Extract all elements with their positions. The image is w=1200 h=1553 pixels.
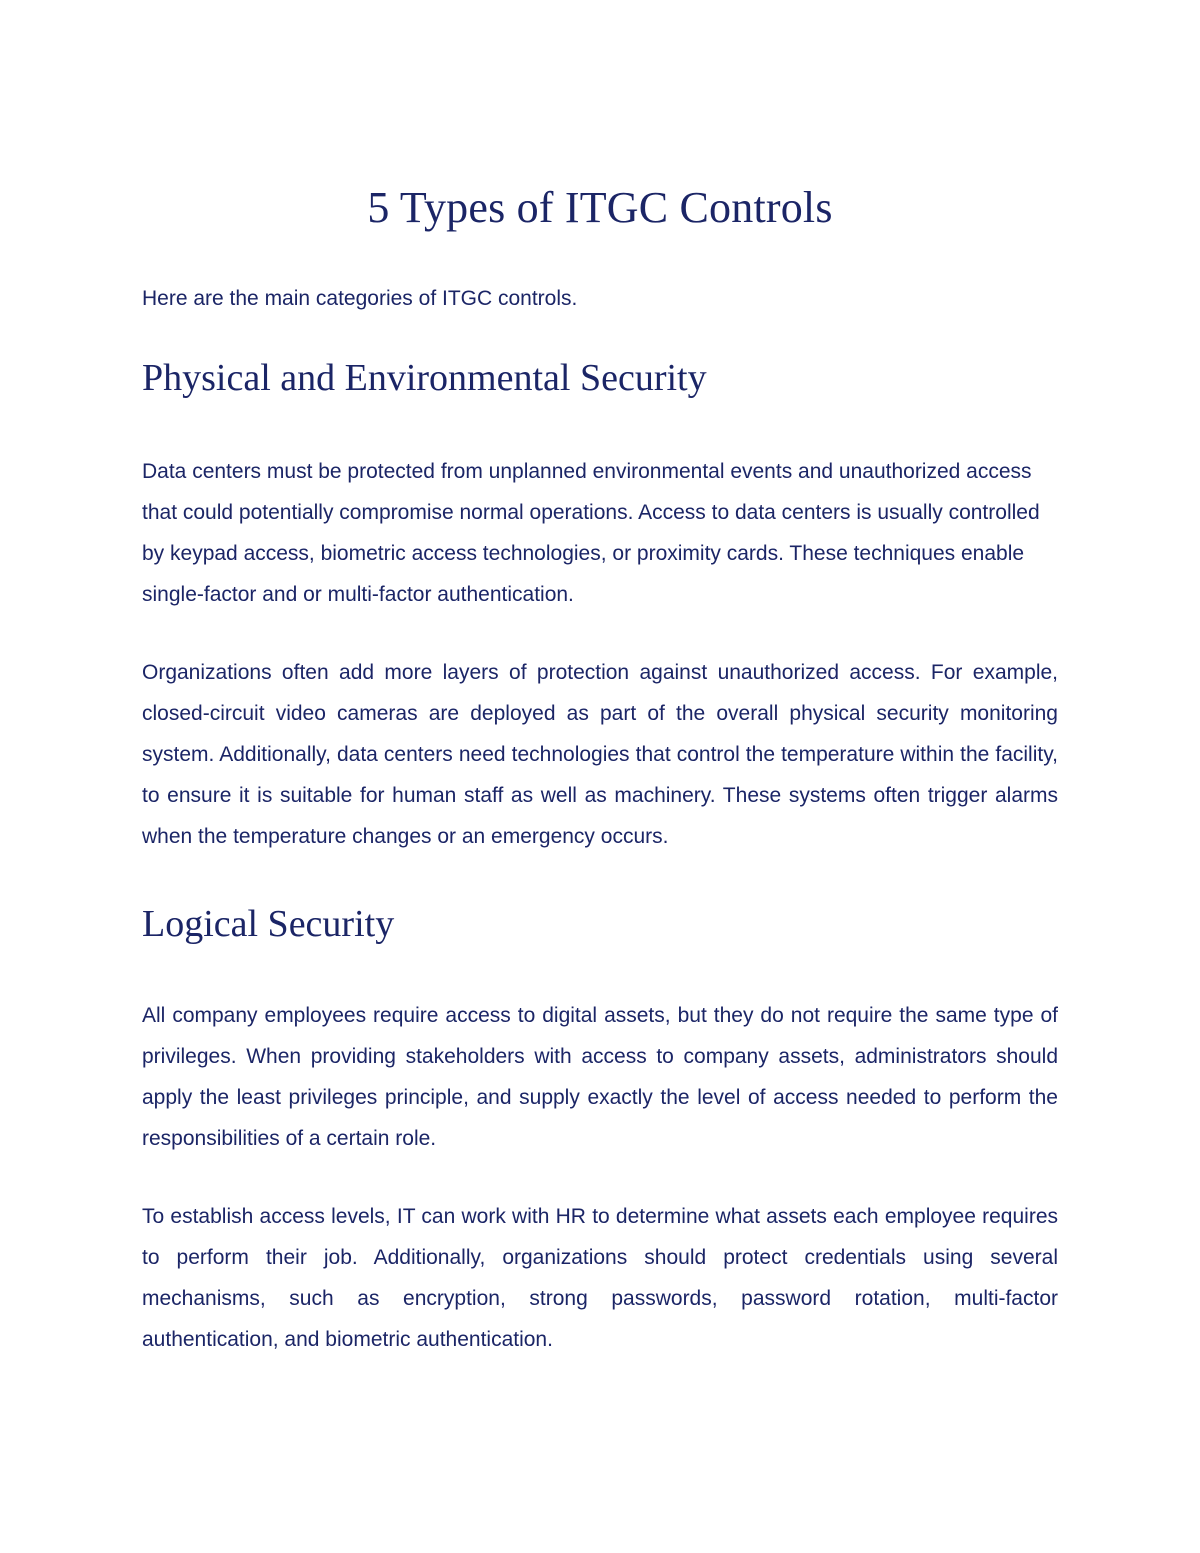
paragraph-physical-2: Organizations often add more layers of protection against unauthorized access. For example, closed-circuit video cameras are deployed as part of the overall physical security monitoring system. Additionally, data centers need technologies that control the temperature within the facility, to ensure it is suitable for human staff as well as machinery. These systems often trigger alarms when the temperature changes or an emergency occurs. xyxy=(142,661,1058,848)
section-heading-logical-security: Logical Security xyxy=(142,903,395,945)
paragraph-physical-1: Data centers must be protected from unplanned environmental events and unauthorized access that could potentially compromise normal operations. Access to data centers is usually controlled by keypad access, biometric access technologies, or proximity cards. These techniques enable single-factor and or multi-factor authentication. xyxy=(142,460,1040,606)
document-body xyxy=(142,178,1058,1360)
intro-paragraph: Here are the main categories of ITGC controls. xyxy=(142,287,578,310)
section-heading-physical-environmental-security: Physical and Environmental Security xyxy=(142,357,707,399)
paragraph-logical-2: To establish access levels, IT can work with HR to determine what assets each employee requires to perform their job. Additionally, organizations should protect credentials using several mechanisms, such as encryption, strong passwords, password rotation, multi-factor authentication, and biometric authentication. xyxy=(142,1205,1058,1351)
paragraph-logical-1: All company employees require access to digital assets, but they do not require the same type of privileges. When providing stakeholders with access to company assets, administrators should apply the least privileges principle, and supply exactly the level of access needed to perform the responsibilities of a certain role. xyxy=(142,1004,1058,1150)
page-title: 5 Types of ITGC Controls xyxy=(367,183,833,232)
